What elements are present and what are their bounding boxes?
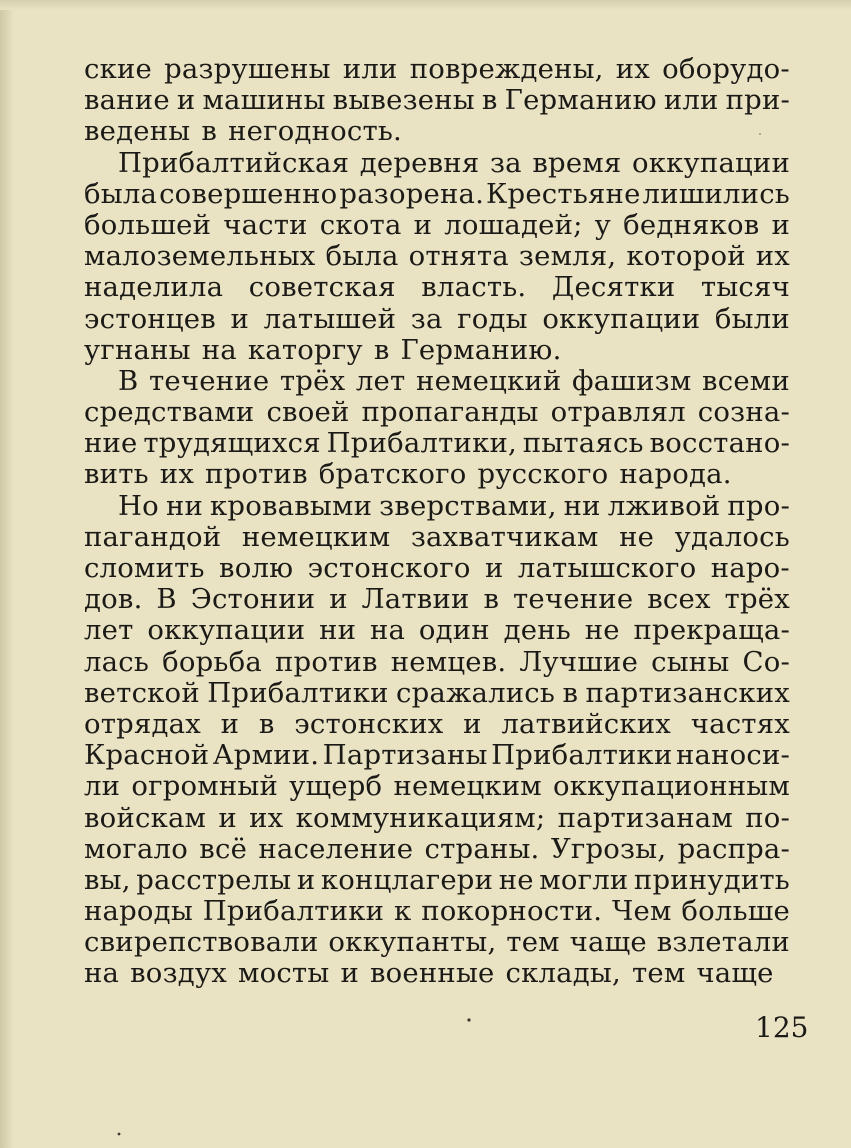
word: советская <box>248 271 396 304</box>
text-line <box>84 491 790 522</box>
word: течение <box>149 364 270 397</box>
word: в <box>483 583 500 616</box>
word: и <box>413 208 433 241</box>
word: против <box>205 458 308 491</box>
word: бедняков <box>623 208 760 241</box>
word: оккупационным <box>553 770 790 803</box>
word: оккупации <box>147 614 306 647</box>
word: Лучшие <box>519 645 639 678</box>
word: про- <box>727 489 790 522</box>
text-line <box>84 615 790 646</box>
word: части <box>223 208 308 241</box>
word: партизанам <box>557 801 733 834</box>
text-line <box>84 428 790 459</box>
word: и <box>484 552 504 584</box>
text-line <box>84 927 790 958</box>
word: в <box>562 676 579 709</box>
word: эстонских <box>294 707 444 740</box>
word: земля, <box>518 240 617 273</box>
word: в <box>373 333 390 366</box>
text-line <box>84 272 790 303</box>
word: коммуникациям; <box>295 801 546 834</box>
paragraph <box>84 54 790 148</box>
word: и <box>340 957 359 990</box>
word: совершенно <box>159 177 338 210</box>
word: машины <box>202 84 326 117</box>
word: за <box>489 146 522 179</box>
word: всеми <box>702 364 790 397</box>
word: или <box>342 53 398 85</box>
word: в <box>258 707 275 740</box>
word: и <box>176 84 196 117</box>
word: склады, <box>505 957 621 990</box>
word: оккупации <box>632 146 790 179</box>
word: Красной <box>84 739 210 772</box>
word: на <box>84 957 120 990</box>
word: была <box>325 240 399 273</box>
word: Германию <box>504 84 657 117</box>
word: ские <box>84 53 152 85</box>
word: их <box>755 240 790 273</box>
word: оккупации <box>542 302 701 335</box>
word: по- <box>745 801 790 834</box>
word: Десятки <box>551 271 676 304</box>
word: разрушены <box>164 53 331 85</box>
word: Прибалтийская <box>118 146 350 179</box>
paragraph <box>84 148 790 366</box>
word: мосты <box>237 957 330 990</box>
word: ни <box>165 489 204 522</box>
word: Крестьяне <box>486 177 641 210</box>
text-line <box>84 459 790 490</box>
word: немцев. <box>390 645 507 678</box>
word: русского <box>477 458 609 491</box>
word: и <box>771 208 790 241</box>
word: воздух <box>130 957 227 990</box>
word: созна- <box>697 396 790 429</box>
word: негодность. <box>228 115 402 148</box>
text-block <box>84 54 790 990</box>
word: ведены <box>84 115 191 148</box>
speck <box>467 1018 470 1021</box>
word: восстано- <box>649 427 790 460</box>
text-line <box>84 179 790 210</box>
word: страны. <box>424 832 540 865</box>
word: при- <box>725 84 790 117</box>
text-line <box>84 678 790 709</box>
word: тем <box>506 926 560 959</box>
paragraph <box>84 366 790 491</box>
word: население <box>258 832 414 865</box>
word: чаще <box>696 957 774 990</box>
word: против <box>274 645 378 678</box>
word: к <box>393 895 412 928</box>
word: ветской <box>84 676 200 709</box>
word: латвийских <box>501 707 672 740</box>
word: в <box>201 115 218 148</box>
word: лошадей; <box>444 208 583 241</box>
word: зверствами, <box>379 489 557 522</box>
word: в <box>481 84 498 117</box>
page-number: 125 <box>755 1011 809 1044</box>
word: трёх <box>724 583 790 616</box>
paragraph <box>84 491 790 990</box>
word: латышей <box>263 302 397 335</box>
word: сыны <box>651 645 730 678</box>
word: и <box>463 707 482 740</box>
word: пропаганды <box>361 396 539 429</box>
word: Но <box>118 489 159 522</box>
word: Германию. <box>400 333 562 366</box>
word: оборудо- <box>662 53 790 85</box>
text-line <box>84 584 790 615</box>
word: отравлял <box>550 396 686 429</box>
text-line <box>84 304 790 335</box>
word: Латвии <box>361 583 470 616</box>
word: тысяч <box>700 271 790 304</box>
word: была <box>84 177 158 210</box>
page-top-shadow <box>0 0 851 10</box>
word: Угрозы, <box>550 832 667 865</box>
word: военные <box>369 957 495 990</box>
text-line <box>84 958 790 989</box>
word: или <box>663 84 719 117</box>
word: вы, <box>84 863 131 896</box>
text-line <box>84 241 790 272</box>
text-line <box>84 896 790 927</box>
word: войскам <box>84 801 207 834</box>
word: и <box>220 707 240 740</box>
word: скота <box>319 208 402 241</box>
word: принудить <box>633 863 790 896</box>
word: вывезены <box>332 84 475 117</box>
word: за <box>410 302 443 335</box>
word: ущерб <box>289 770 383 803</box>
word: эстонцев <box>84 302 216 335</box>
word: Эстонии <box>190 583 316 616</box>
text-line <box>84 709 790 740</box>
word: распра- <box>677 832 790 865</box>
word: на <box>369 614 406 647</box>
text-line <box>84 865 790 896</box>
word: концлагери <box>320 863 494 896</box>
word: Армии. <box>212 739 320 772</box>
word: латышского <box>517 552 697 584</box>
word: народы <box>84 895 193 928</box>
word: Чем <box>612 895 672 928</box>
word: трудящихся <box>143 427 321 460</box>
word: всех <box>647 583 711 616</box>
word: большей <box>84 208 212 241</box>
word: огромный <box>131 770 278 803</box>
text-line <box>84 116 790 147</box>
word: средствами <box>84 396 255 429</box>
word: немецким <box>393 770 542 803</box>
text-line <box>84 148 790 179</box>
word: ни <box>563 489 601 522</box>
text-line <box>84 647 790 678</box>
word: не <box>584 614 620 647</box>
word: свирепствовали <box>84 926 319 959</box>
word: один <box>418 614 490 647</box>
text-line <box>84 803 790 834</box>
word: частях <box>690 707 790 740</box>
word: немецкий <box>416 364 562 397</box>
text-line <box>84 54 790 85</box>
word: малоземельных <box>84 240 316 273</box>
speck <box>118 1133 121 1136</box>
word: Прибалтики <box>491 739 673 772</box>
word: отрядах <box>84 707 201 740</box>
word: не <box>619 520 655 553</box>
text-line <box>84 335 790 366</box>
word: всё <box>199 832 248 865</box>
word: трёх <box>279 364 346 397</box>
word: дов. <box>84 583 143 616</box>
word: лживой <box>607 489 721 522</box>
text-line <box>84 366 790 397</box>
word: своей <box>266 396 350 429</box>
word: и <box>296 863 316 896</box>
word: Партизаны <box>322 739 488 772</box>
word: на <box>201 333 237 366</box>
word: ни <box>319 614 357 647</box>
word: ли <box>84 770 121 803</box>
word: каторгу <box>247 333 363 366</box>
word: взлетали <box>656 926 790 959</box>
word: больше <box>681 895 790 928</box>
word: течение <box>513 583 634 616</box>
word: их <box>159 458 195 491</box>
word: волю <box>219 552 294 584</box>
text-line <box>84 834 790 865</box>
word: эстонского <box>307 552 471 584</box>
word: у <box>594 208 612 241</box>
word: чаще <box>569 926 647 959</box>
text-line <box>84 522 790 553</box>
word: отнята <box>408 240 509 273</box>
word: которой <box>626 240 746 273</box>
word: могало <box>84 832 188 865</box>
word: лет <box>84 614 134 647</box>
word: борьба <box>162 645 262 678</box>
text-line <box>84 85 790 116</box>
word: могли <box>539 863 629 896</box>
word: угнаны <box>84 333 191 366</box>
word: партизанских <box>585 676 790 709</box>
word: тем <box>631 957 686 990</box>
word: годы <box>457 302 528 335</box>
word: Прибалтики <box>207 676 389 709</box>
word: их <box>249 801 284 834</box>
word: Со- <box>742 645 790 678</box>
word: разорена. <box>339 177 485 210</box>
text-line <box>84 771 790 802</box>
word: лась <box>84 645 150 678</box>
word: ние <box>84 427 138 460</box>
word: Прибалтики, <box>326 427 517 460</box>
word: немецким <box>241 520 391 553</box>
text-line <box>84 553 790 584</box>
text-line <box>84 740 790 771</box>
word: лишились <box>642 177 790 210</box>
word: братского <box>318 458 467 491</box>
page-edge-shadow <box>0 0 14 1148</box>
word: сражались <box>396 676 556 709</box>
word: наделила <box>84 271 224 304</box>
word: наро- <box>710 552 790 584</box>
word: вание <box>84 84 170 117</box>
word: удалось <box>674 520 790 553</box>
word: народа. <box>619 458 732 491</box>
word: лет <box>355 364 406 397</box>
word: пытаясь <box>522 427 644 460</box>
word: и <box>218 801 237 834</box>
word: захватчикам <box>410 520 599 553</box>
word: кровавыми <box>210 489 373 522</box>
word: деревня <box>359 146 480 179</box>
word: пагандой <box>84 520 222 553</box>
text-line <box>84 397 790 428</box>
word: В <box>156 583 177 616</box>
word: день <box>503 614 571 647</box>
word: были <box>714 302 790 335</box>
word: вить <box>84 458 149 491</box>
word: В <box>118 364 139 397</box>
word: Прибалтики <box>202 895 385 928</box>
text-line <box>84 210 790 241</box>
word: власть. <box>421 271 527 304</box>
word: фашизм <box>572 364 692 397</box>
word: сломить <box>84 552 205 584</box>
word: и <box>230 302 250 335</box>
word: покорности. <box>421 895 603 928</box>
word: их <box>615 53 650 85</box>
word: и <box>329 583 348 616</box>
word: время <box>532 146 622 179</box>
word: повреждены, <box>409 53 604 85</box>
word: оккупанты, <box>328 926 497 959</box>
word: прекраща- <box>633 614 790 647</box>
word: наноси- <box>675 739 790 772</box>
word: расстрелы <box>136 863 292 896</box>
word: не <box>498 863 534 896</box>
